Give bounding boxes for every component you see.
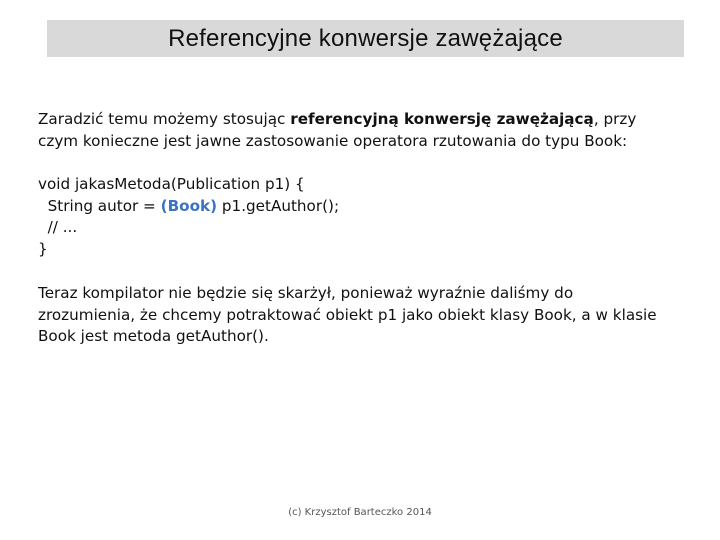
intro-paragraph: [38, 109, 698, 152]
code-line-2: [38, 196, 698, 218]
code-line-4: }: [38, 239, 48, 258]
spacer: [38, 152, 698, 174]
intro-line-1-end: , przy: [593, 110, 637, 128]
intro-line-1-start: Zaradzić temu możemy stosując: [38, 110, 291, 128]
outro-paragraph: [38, 283, 698, 348]
outro-line-3: Book jest metoda getAuthor().: [38, 327, 269, 345]
intro-line-2: czym konieczne jest jawne zastosowanie operatora rzutowania do typu Book:: [38, 131, 628, 150]
code-line-2-start: String autor =: [38, 196, 161, 215]
code-line-2-end: p1.getAuthor();: [217, 196, 340, 215]
slide-title: Referencyjne konwersje zawężające: [168, 24, 563, 52]
code-line-1: void jakasMetoda(Publication p1) {: [38, 175, 305, 193]
outro-line-2: zrozumienia, że chcemy potraktować obiekt p1 jako obiekt klasy Book, a w klasie: [38, 305, 657, 324]
slide-footer: (c) Krzysztof Barteczko 2014: [288, 507, 432, 518]
code-block: [38, 174, 698, 260]
outro-line-1: Teraz kompilator nie będzie się skarżył, ponieważ wyraźnie daliśmy do: [38, 284, 574, 302]
slide-content: [38, 109, 698, 348]
slide-title-bar: [47, 20, 684, 57]
spacer: [38, 260, 698, 283]
intro-line-1: [38, 109, 698, 131]
code-line-3: // ...: [38, 218, 78, 236]
cast-operator: (Book): [160, 196, 218, 215]
intro-bold-term: referencyjną konwersję zawężającą: [290, 110, 594, 128]
